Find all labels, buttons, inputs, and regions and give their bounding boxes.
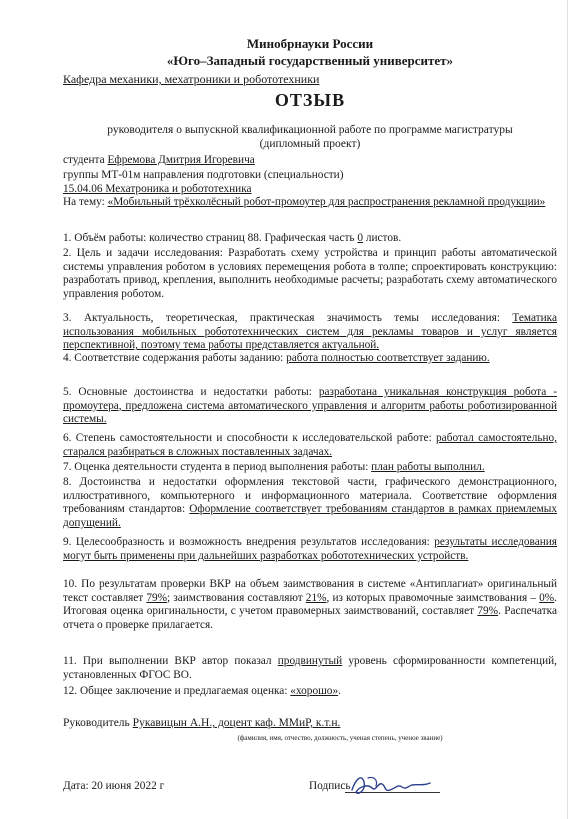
grade-value: «хорошо» — [290, 685, 339, 697]
item-text: 12. Общее заключение и предлагаемая оценка: — [63, 685, 291, 697]
item-text: 4. Соответствие содержания работы заданию: — [63, 352, 287, 364]
supervisor-label: Руководитель — [63, 717, 133, 729]
item-text: 6. Степень самостоятельности и способности к исследовательской работе: — [63, 432, 437, 444]
topic-line — [63, 196, 557, 210]
item-activity — [63, 461, 557, 475]
topic-label: На тему: — [63, 196, 108, 208]
group-line: группы МТ-01м направления подготовки (специальности) — [63, 169, 344, 181]
item-compliance — [63, 352, 557, 366]
item-value: работа полностью соответствует заданию. — [286, 352, 490, 364]
document-subtitle: руководителя о выпускной квалификационной работе по программе магистратуры (дипломный проект) — [107, 124, 513, 150]
ministry-name: Минобрнауки России — [246, 36, 374, 51]
final-originality-percent: 79% — [477, 605, 499, 618]
original-percent: 79% — [146, 591, 168, 604]
item-conclusion — [63, 685, 557, 699]
page-edge — [567, 0, 568, 819]
item-value: план работы выполнил. — [371, 461, 485, 473]
item-value: Оформление соответствует требованиям стандартов в рамках приемлемых допущений. — [63, 503, 557, 529]
item-value: 0 — [357, 232, 364, 244]
topic-value: «Мобильный трёхколёсный робот-промоутер для распространения рекламной продукции» — [107, 196, 546, 208]
university-name: «Юго–Западный государственный университет» — [166, 53, 454, 68]
item-tail: . — [338, 685, 341, 697]
document-title: ОТЗЫВ — [274, 90, 346, 110]
item-text: 10. По результатам проверки ВКР на объем заимствования в системе «Антиплагиат» оригинальный текст составляет — [63, 578, 557, 604]
item-implementation — [63, 536, 557, 563]
specialty-line — [63, 183, 557, 197]
item-text: . Распечатка отчета о проверке прилагается. — [63, 605, 557, 631]
item-volume — [63, 232, 557, 246]
legitimate-percent: 0% — [539, 591, 555, 604]
borrowed-percent: 21% — [305, 591, 327, 604]
item-text: ; заимствования составляют — [167, 591, 306, 604]
item-value: продвинутый — [277, 655, 343, 667]
item-text: 2. Цель и задачи исследования: Разработать схему устройства и принцип работы автоматической системы управления роботом в условиях перемещения робота в толпе; спроектировать конструкцию: разработать привод, крепления, выполнить необходимые расчеты; разработать схему автоматического управления роботом. — [63, 247, 557, 300]
item-text: , из которых правомочные заимствования – — [326, 591, 540, 604]
item-tail: листов. — [363, 232, 402, 244]
supervisor-line — [63, 717, 557, 731]
item-value: работал самостоятельно, старался разбираться в сложных поставленных задачах. — [63, 432, 558, 458]
item-formatting — [63, 476, 557, 530]
item-text: 7. Оценка деятельности студента в период выполнения работы: — [63, 461, 372, 473]
item-relevance — [63, 312, 557, 353]
department-text: Кафедра механики, мехатроники и робототехники — [63, 72, 320, 86]
department-name — [63, 73, 557, 87]
signature-label: Подпись — [309, 780, 351, 792]
supervisor-caption: (фамилия, имя, отчество, должность, ученая степень, ученое звание) — [237, 734, 443, 742]
student-name: Ефремова Дмитрия Игоревича — [107, 154, 255, 166]
item-antiplagiarism — [63, 578, 557, 632]
item-text: 11. При выполнении ВКР автор показал — [63, 655, 278, 667]
student-line — [63, 154, 557, 168]
item-value: результаты исследования могут быть применены при дальнейших разработках робототехнических устройств. — [63, 536, 557, 562]
item-competence — [63, 655, 557, 682]
item-text: 9. Целесообразность и возможность внедрения результатов исследования: — [63, 536, 435, 548]
item-text: 3. Актуальность, теоретическая, практическая значимость темы исследования: — [63, 312, 513, 324]
item-independence — [63, 432, 557, 459]
item-text: . Итоговая оценка оригинальности, с учетом правомерных заимствований, составляет — [63, 591, 557, 618]
item-value: разработана уникальная конструкция робота - промоутера, предложена система автоматического управления и алгоритм работы роботизированной системы. — [63, 386, 557, 426]
handwritten-signature — [348, 770, 432, 800]
item-merits — [63, 386, 557, 427]
item-text: 1. Объём работы: количество страниц 88. Графическая часть — [63, 232, 358, 244]
date-line: Дата: 20 июня 2022 г — [63, 780, 165, 792]
supervisor-value: Рукавицын А.Н., доцент каф. ММиР, к.т.н. — [132, 717, 341, 729]
item-text: 5. Основные достоинства и недостатки работы: — [63, 386, 319, 398]
item-text: 8. Достоинства и недостатки оформления текстовой части, графического демонстрационного, иллюстративного, компьютерного и информационного материала. Соответствие оформления требованиям стандартов: — [63, 476, 557, 516]
specialty-text: 15.04.06 Мехатроника и робототехника — [63, 183, 252, 195]
item-tail: уровень сформированности компетенций, установленных ФГОС ВО. — [63, 655, 558, 681]
item-value: Тематика использования мобильных робототехнических систем для рекламы товаров и услуг является перспективной, поэтому тема работы представляется актуальной. — [63, 312, 557, 352]
item-goal — [63, 247, 557, 301]
student-label: студента — [63, 154, 108, 166]
